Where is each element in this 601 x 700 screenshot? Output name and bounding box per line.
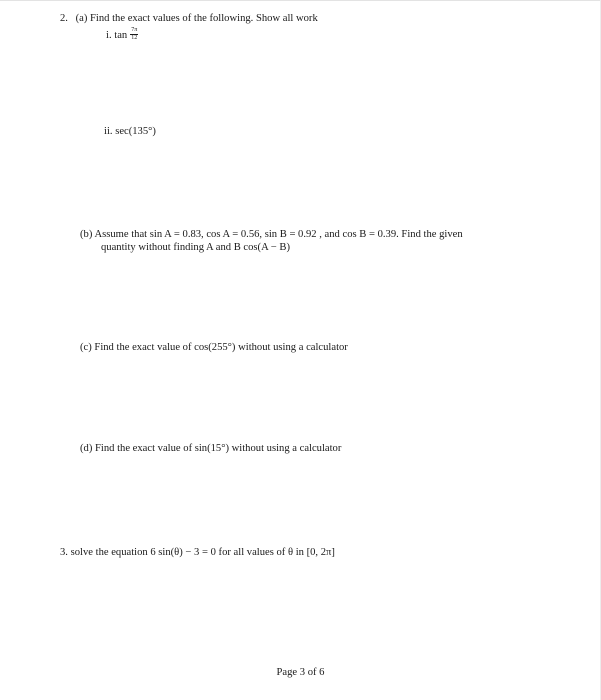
q2a-i-denominator: 12: [131, 35, 138, 41]
q2c-label: (c): [80, 342, 92, 353]
q3-text: solve the equation 6 sin(θ) − 3 = 0 for all values of θ in [0, 2π]: [70, 547, 335, 558]
q2-header: [60, 12, 318, 25]
q2a-ii-label: ii.: [104, 126, 113, 137]
q2b-line1: [80, 228, 463, 241]
q2a-i-func: tan: [114, 29, 128, 41]
q2d-text: Find the exact value of sin(15°) without using a calculator: [95, 443, 342, 454]
q2b-line2: [101, 241, 290, 254]
q2a-i-label: i.: [106, 29, 112, 41]
q2a-ii: [104, 125, 156, 138]
q2d-label: (d): [80, 443, 93, 454]
q2c: [80, 341, 348, 354]
q2-number: 2.: [60, 13, 68, 24]
q3-number: 3.: [60, 547, 68, 558]
q2d: [80, 442, 341, 455]
q2b-text-line1: Assume that sin A = 0.83, cos A = 0.56, sin B = 0.92 , and cos B = 0.39. Find the given: [94, 229, 463, 240]
q2a-ii-expr: sec(135°): [115, 126, 156, 137]
q2a-label: (a): [75, 13, 88, 24]
page-edge-top: [0, 0, 601, 1]
page-number: Page 3 of 6: [276, 667, 325, 678]
q3: [60, 546, 335, 559]
q2b-text-line2: quantity without finding A and B cos(A − B): [101, 242, 291, 253]
q2b-label: (b): [80, 229, 93, 240]
q2a-i: [106, 28, 138, 43]
q2a-prompt: Find the exact values of the following. Show all work: [90, 13, 318, 24]
q2c-text: Find the exact value of cos(255°) without using a calculator: [94, 342, 348, 353]
q2a-i-numerator: 7π: [131, 27, 138, 33]
q2a-i-fraction: [130, 27, 138, 42]
